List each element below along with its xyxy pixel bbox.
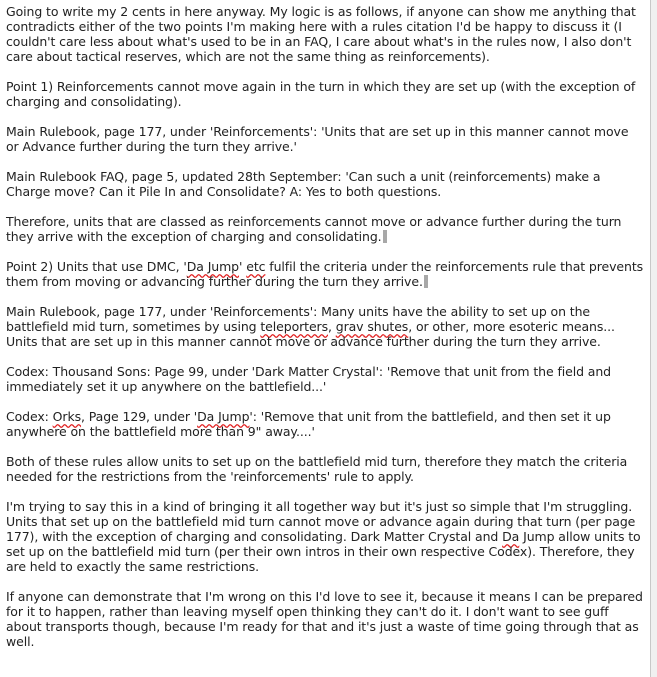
- misspelled-word[interactable]: Da: [502, 529, 520, 544]
- text-cursor: [424, 275, 428, 288]
- misspelled-word[interactable]: grav shutes: [335, 319, 409, 334]
- paragraph-point-1: Point 1) Reinforcements cannot move again in the turn in which they are set up (with the exception of charging and consolidating).: [6, 79, 636, 109]
- paragraph-codex-orks: Codex: Orks, Page 129, under 'Da Jump': 'Remove that unit from the battlefield, and then set it up anywhere on the battlefield more than 9" away....': [6, 409, 611, 439]
- paragraph-rulebook-quote-1: Main Rulebook, page 177, under 'Reinforcements': 'Units that are set up in this manner cannot move or Advance further during the turn they arrive.': [6, 124, 629, 154]
- misspelled-word[interactable]: Orks: [52, 409, 82, 424]
- paragraph-faq-quote: Main Rulebook FAQ, page 5, updated 28th September: 'Can such a unit (reinforcements) make a Charge move? Can it Pile In and Consolidate? A: Yes to both questions.: [6, 169, 601, 199]
- scrollbar[interactable]: [651, 0, 657, 677]
- paragraph-point-2: Point 2) Units that use DMC, 'Da Jump' etc fulfil the criteria under the reinforcements rule that prevents them from moving or advancing further during the turn they arrive.: [6, 259, 644, 289]
- paragraph-rulebook-quote-2: Main Rulebook, page 177, under 'Reinforcements': Many units have the ability to set up on the battlefield mid turn, sometimes by using teleporters, grav shutes, or other, more esoteric means... Units that are set up in this manner cannot move or advance further during the turn they arrive.: [6, 304, 615, 349]
- misspelled-word[interactable]: Da Jump: [197, 409, 250, 424]
- text-cursor: [383, 230, 387, 243]
- misspelled-word[interactable]: Da Jump: [186, 259, 240, 274]
- misspelled-word[interactable]: etc: [246, 259, 266, 274]
- misspelled-word[interactable]: teleporters: [260, 319, 328, 334]
- paragraph-conclusion-1: Therefore, units that are classed as reinforcements cannot move or advance further during the turn they arrive with the exception of charging and consolidating.: [6, 214, 622, 244]
- paragraph-codex-thousand-sons: Codex: Thousand Sons: Page 99, under 'Dark Matter Crystal': 'Remove that unit from the field and immediately set it up anywhere on the battlefield...': [6, 364, 612, 394]
- paragraph-both-rules: Both of these rules allow units to set up on the battlefield mid turn, therefore they match the criteria needed for the restrictions from the 'reinforcements' rule to apply.: [6, 454, 628, 484]
- paragraph-closing: If anyone can demonstrate that I'm wrong on this I'd love to see it, because it means I can be prepared for it to happen, rather than leaving myself open thinking they can't do it. I don't want to see guff about transports though, because I'm ready for that and it's just a waste of time going through that as well.: [6, 589, 643, 649]
- paragraph-summary: I'm trying to say this in a kind of bringing it all together way but it's just so simple that I'm struggling. Units that set up on the battlefield mid turn cannot move or advance again during that turn (per page 177), with the exception of charging and consolidating. Dark Matter Crystal and Da Jump allow units to set up on the battlefield mid turn (per their own intros in their own respective Codex). Therefore, they are held to exactly the same restrictions.: [6, 499, 641, 574]
- paragraph-intro: Going to write my 2 cents in here anyway. My logic is as follows, if anyone can show me anything that contradicts either of the two points I'm making here with a rules citation I'd be happy to discuss it (I couldn't care less about what's used to be in an FAQ, I care about what's in the rules now, I also don't care about tactical reserves, which are not the same thing as reinforcements).: [6, 4, 636, 64]
